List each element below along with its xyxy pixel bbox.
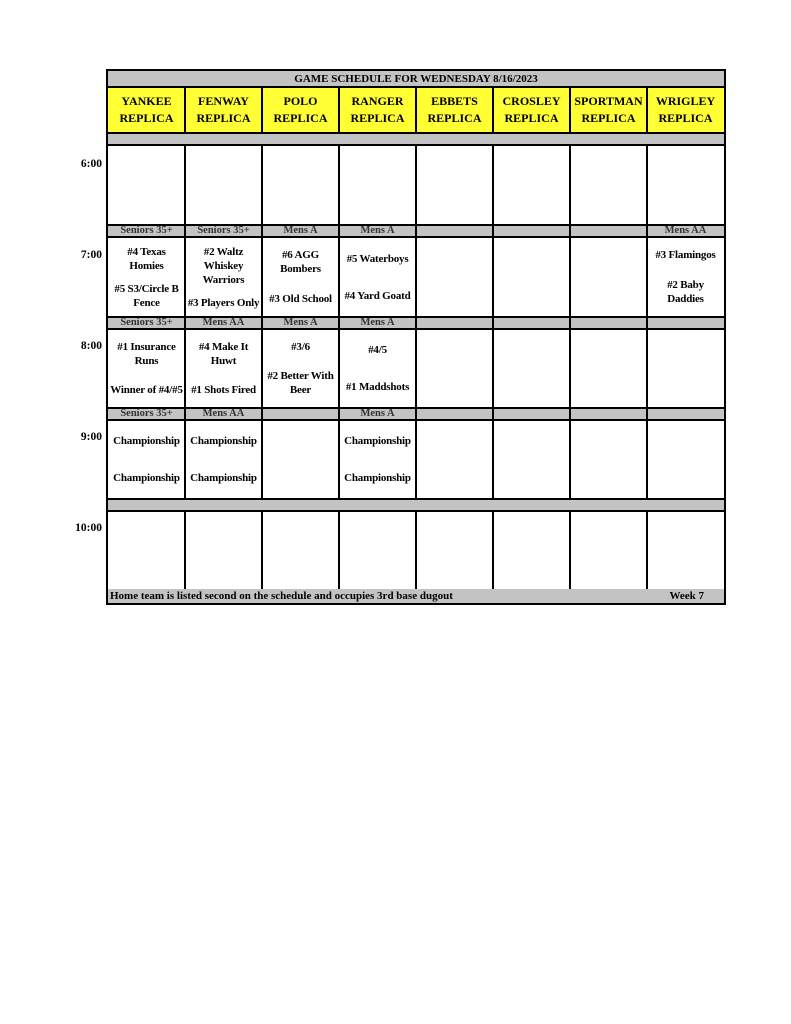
field-header-ebbets [416,88,493,132]
game-cell [493,146,570,224]
game-cell [262,238,339,316]
game-cell [570,421,647,498]
field-header-ranger [339,88,416,132]
game-cell [339,238,416,316]
field-name-line2: REPLICA [196,111,251,125]
field-name-line1: CROSLEY [502,94,561,108]
division-label [647,409,724,419]
field-name-line2: REPLICA [658,111,713,125]
footer-bar [108,589,724,603]
away-team: #3/6 [291,340,310,353]
schedule-table [106,69,726,605]
game-cell [570,330,647,407]
game-cell [185,238,262,316]
field-header-crosley [493,88,570,132]
game-cell [416,512,493,589]
field-name-line1: SPORTMAN [574,94,643,108]
away-team: #5 Waterboys [346,252,409,265]
division-label: Seniors 35+ [120,225,173,236]
game-cell [647,330,724,407]
field-name-line1: FENWAY [198,94,249,108]
game-cell [108,330,185,407]
division-label [416,226,493,236]
game-cell [262,512,339,589]
home-team: #3 Players Only [187,296,260,309]
footer-note: Home team is listed second on the schedule and occupies 3rd base dugout [110,590,453,602]
away-team: #6 AGG Bombers [280,249,321,275]
time-label-600: 6:00 [80,158,102,170]
slot-1000 [108,512,724,589]
division-label: Mens AA [664,225,707,236]
away-team: #4/5 [368,344,387,357]
home-team: #2 Better With Beer [267,370,334,397]
game-cell [185,146,262,224]
field-name-line1: POLO [283,94,318,108]
game-cell [339,512,416,589]
game-cell [108,146,185,224]
game-cell [570,146,647,224]
game-cell [108,421,185,498]
field-name-line2: REPLICA [581,111,636,125]
field-name-line1: RANGER [351,94,404,108]
field-header-fenway [185,88,262,132]
game-cell [647,512,724,589]
slot-700 [108,238,724,316]
division-label: Seniors 35+ [120,317,173,328]
game-cell [493,512,570,589]
game-cell [493,421,570,498]
division-label: Seniors 35+ [197,225,250,236]
game-cell [570,512,647,589]
game-cell [185,512,262,589]
game-cell [185,421,262,498]
division-label: Mens A [283,317,318,328]
division-label [416,409,493,419]
division-label [570,318,647,328]
time-label-900: 9:00 [80,431,102,443]
game-cell [339,421,416,498]
field-name-line1: EBBETS [431,94,478,108]
game-cell [570,238,647,316]
division-row-800 [108,318,724,328]
away-team: #1 Insurance Runs [117,340,176,367]
division-label [493,409,570,419]
home-team: Championship [190,471,257,484]
division-row-700 [108,226,724,236]
division-label [647,318,724,328]
game-cell [416,146,493,224]
field-name-line2: REPLICA [119,111,174,125]
division-label: Seniors 35+ [120,408,173,419]
slot-900 [108,421,724,498]
field-header-yankee [108,88,185,132]
field-name-line2: REPLICA [273,111,328,125]
game-cell [647,146,724,224]
division-label [570,409,647,419]
home-team: #2 Baby Daddies [667,279,704,305]
game-cell [262,146,339,224]
division-label [262,409,339,419]
game-cell [493,238,570,316]
time-label-800: 8:00 [80,340,102,352]
schedule-title: GAME SCHEDULE FOR WEDNESDAY 8/16/2023 [108,71,724,87]
division-label: Mens A [360,225,395,236]
division-label: Mens AA [202,317,245,328]
field-header-sportman [570,88,647,132]
game-cell [416,421,493,498]
game-cell [416,238,493,316]
away-team: #4 Texas Homies [127,245,166,272]
game-cell [339,146,416,224]
away-team: #3 Flamingos [655,249,716,261]
field-header-row [108,88,724,132]
field-name-line2: REPLICA [350,111,405,125]
home-team: Winner of #4/#5 [110,384,183,397]
game-cell [493,330,570,407]
home-team: Championship [344,471,411,484]
home-team: #5 S3/Circle B Fence [114,282,179,309]
division-label: Mens A [360,317,395,328]
division-label: Mens A [283,225,318,236]
home-team: #3 Old School [269,293,332,305]
game-cell [262,330,339,407]
home-team: Championship [113,471,180,484]
field-name-line2: REPLICA [504,111,559,125]
division-label [493,318,570,328]
game-cell [647,421,724,498]
away-team: Championship [190,435,257,448]
time-label-700: 7:00 [80,249,102,261]
home-team: #1 Shots Fired [191,384,256,397]
home-team: #4 Yard Goatd [344,289,411,302]
away-team: #4 Make It Huwt [198,340,249,367]
week-label: Week 7 [669,590,704,602]
division-label: Mens A [360,408,395,419]
division-label: Mens AA [202,408,245,419]
division-label [570,226,647,236]
game-cell [108,512,185,589]
field-name-line1: WRIGLEY [655,94,716,108]
game-cell [339,330,416,407]
division-label [493,226,570,236]
separator-bar [108,134,724,144]
away-team: Championship [344,435,411,448]
division-row-900 [108,409,724,419]
away-team: #2 Waltz Whiskey Warriors [202,245,245,286]
field-header-wrigley [647,88,724,132]
game-cell [262,421,339,498]
game-cell [185,330,262,407]
field-name-line2: REPLICA [427,111,482,125]
away-team: Championship [113,435,180,448]
game-cell [108,238,185,316]
slot-800 [108,330,724,407]
game-cell [416,330,493,407]
time-label-1000: 10:00 [75,522,102,534]
division-label [416,318,493,328]
slot-600 [108,146,724,224]
home-team: #1 Maddshots [345,380,410,393]
field-header-polo [262,88,339,132]
field-name-line1: YANKEE [121,94,172,108]
separator-bar [108,500,724,510]
game-cell [647,238,724,316]
